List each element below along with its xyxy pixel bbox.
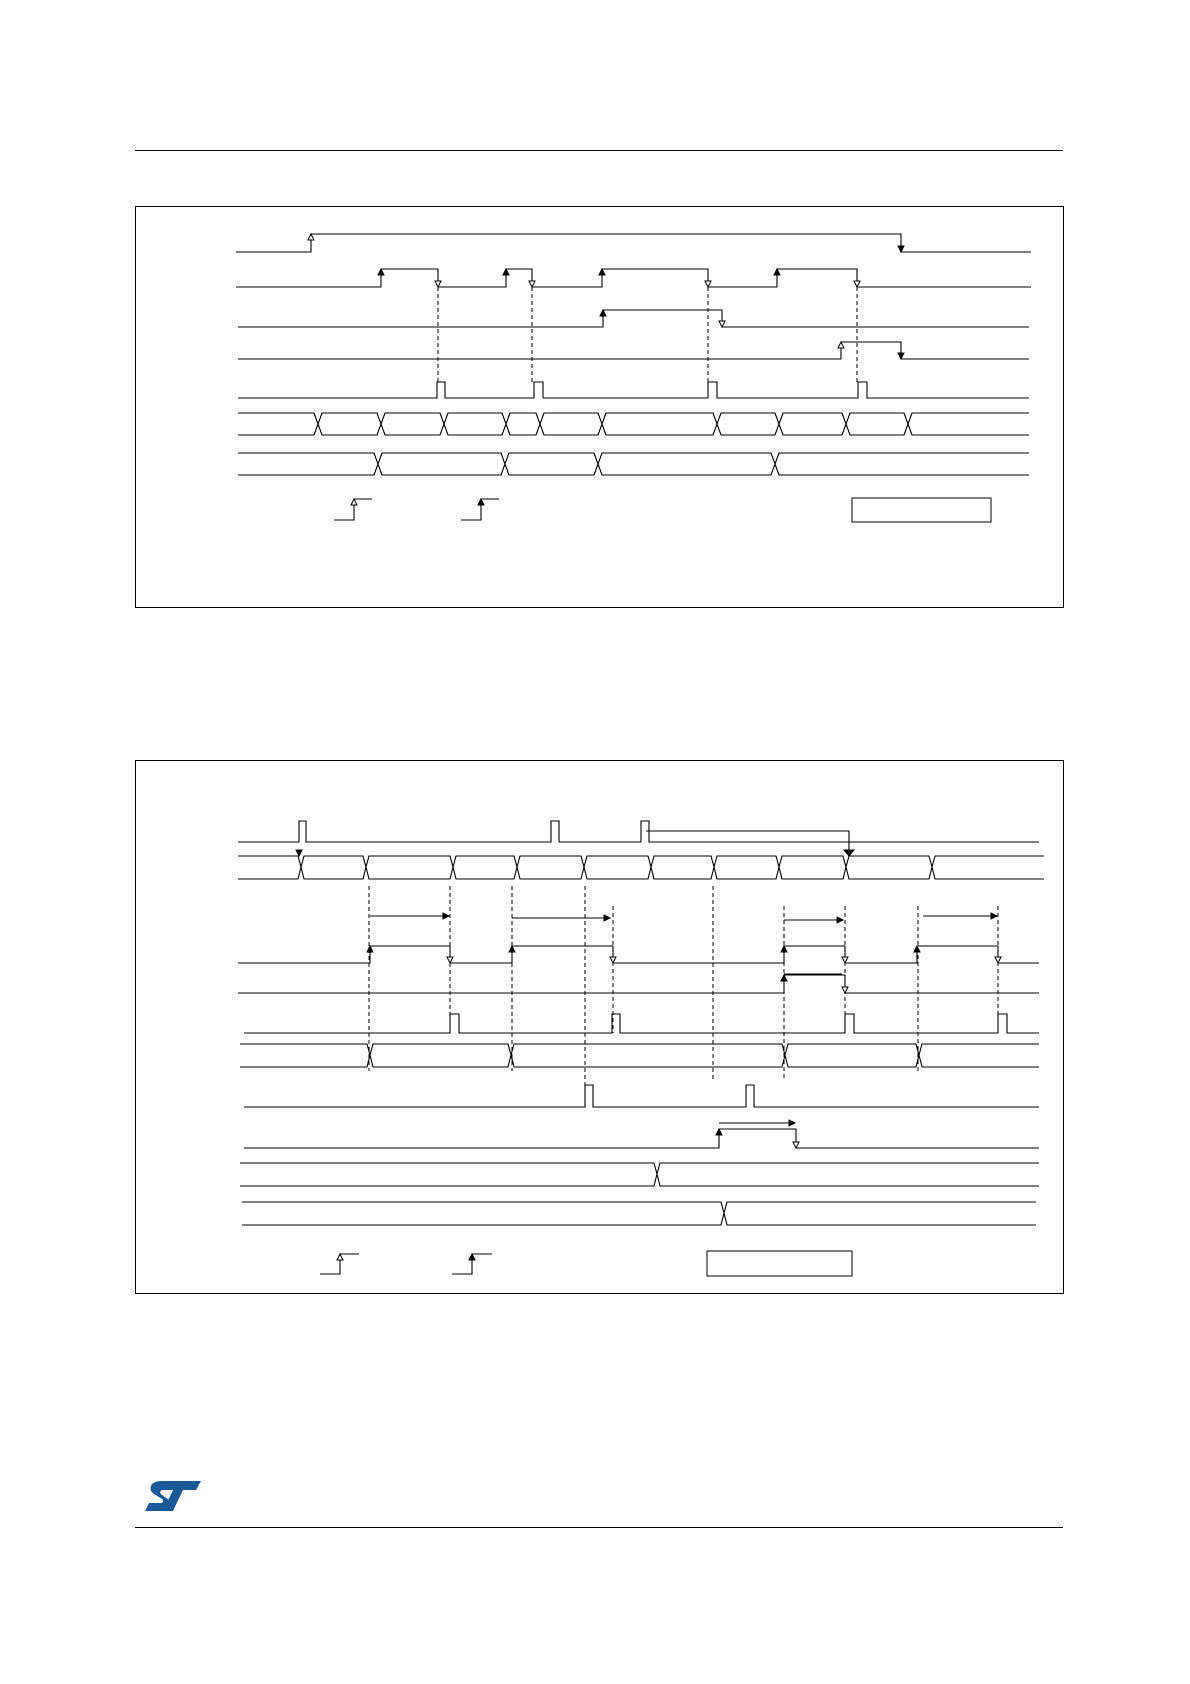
header-rule xyxy=(135,150,1063,151)
b-row1-pulses xyxy=(238,821,1039,842)
footer-rule xyxy=(135,1527,1063,1528)
a-arrow-open xyxy=(308,234,314,240)
timing-diagram-frame-b xyxy=(135,760,1064,1294)
st-logo-shape xyxy=(145,1481,201,1511)
b-row9-bus xyxy=(240,1163,1039,1186)
b-row8-wave xyxy=(244,1129,1039,1148)
b-row2-bus xyxy=(238,856,1044,879)
st-logo xyxy=(143,1477,203,1515)
b-row1-link xyxy=(646,831,849,856)
timing-diagram-a xyxy=(136,207,1063,607)
a-row1-wave xyxy=(236,234,1031,252)
b-row4-wave xyxy=(238,975,1039,993)
a-row4-wave xyxy=(238,342,1029,359)
a-row2-wave xyxy=(236,269,1031,287)
timing-diagram-b xyxy=(136,761,1063,1293)
b-row6-bus xyxy=(240,1044,1039,1067)
b-row3-wave xyxy=(238,946,1039,963)
timing-diagram-frame-a xyxy=(135,206,1064,608)
a-row5-pulses xyxy=(238,382,1029,398)
a-legend-box xyxy=(852,498,991,522)
b-legend-box xyxy=(707,1251,852,1276)
b-row7-pulses xyxy=(244,1085,1039,1107)
b-row5-pulses xyxy=(244,1014,1039,1033)
b-row10-bus xyxy=(242,1202,1036,1225)
a-row6-bus xyxy=(238,413,1029,435)
a-row3-wave xyxy=(238,310,1029,327)
a-row7-bus xyxy=(238,453,1029,475)
